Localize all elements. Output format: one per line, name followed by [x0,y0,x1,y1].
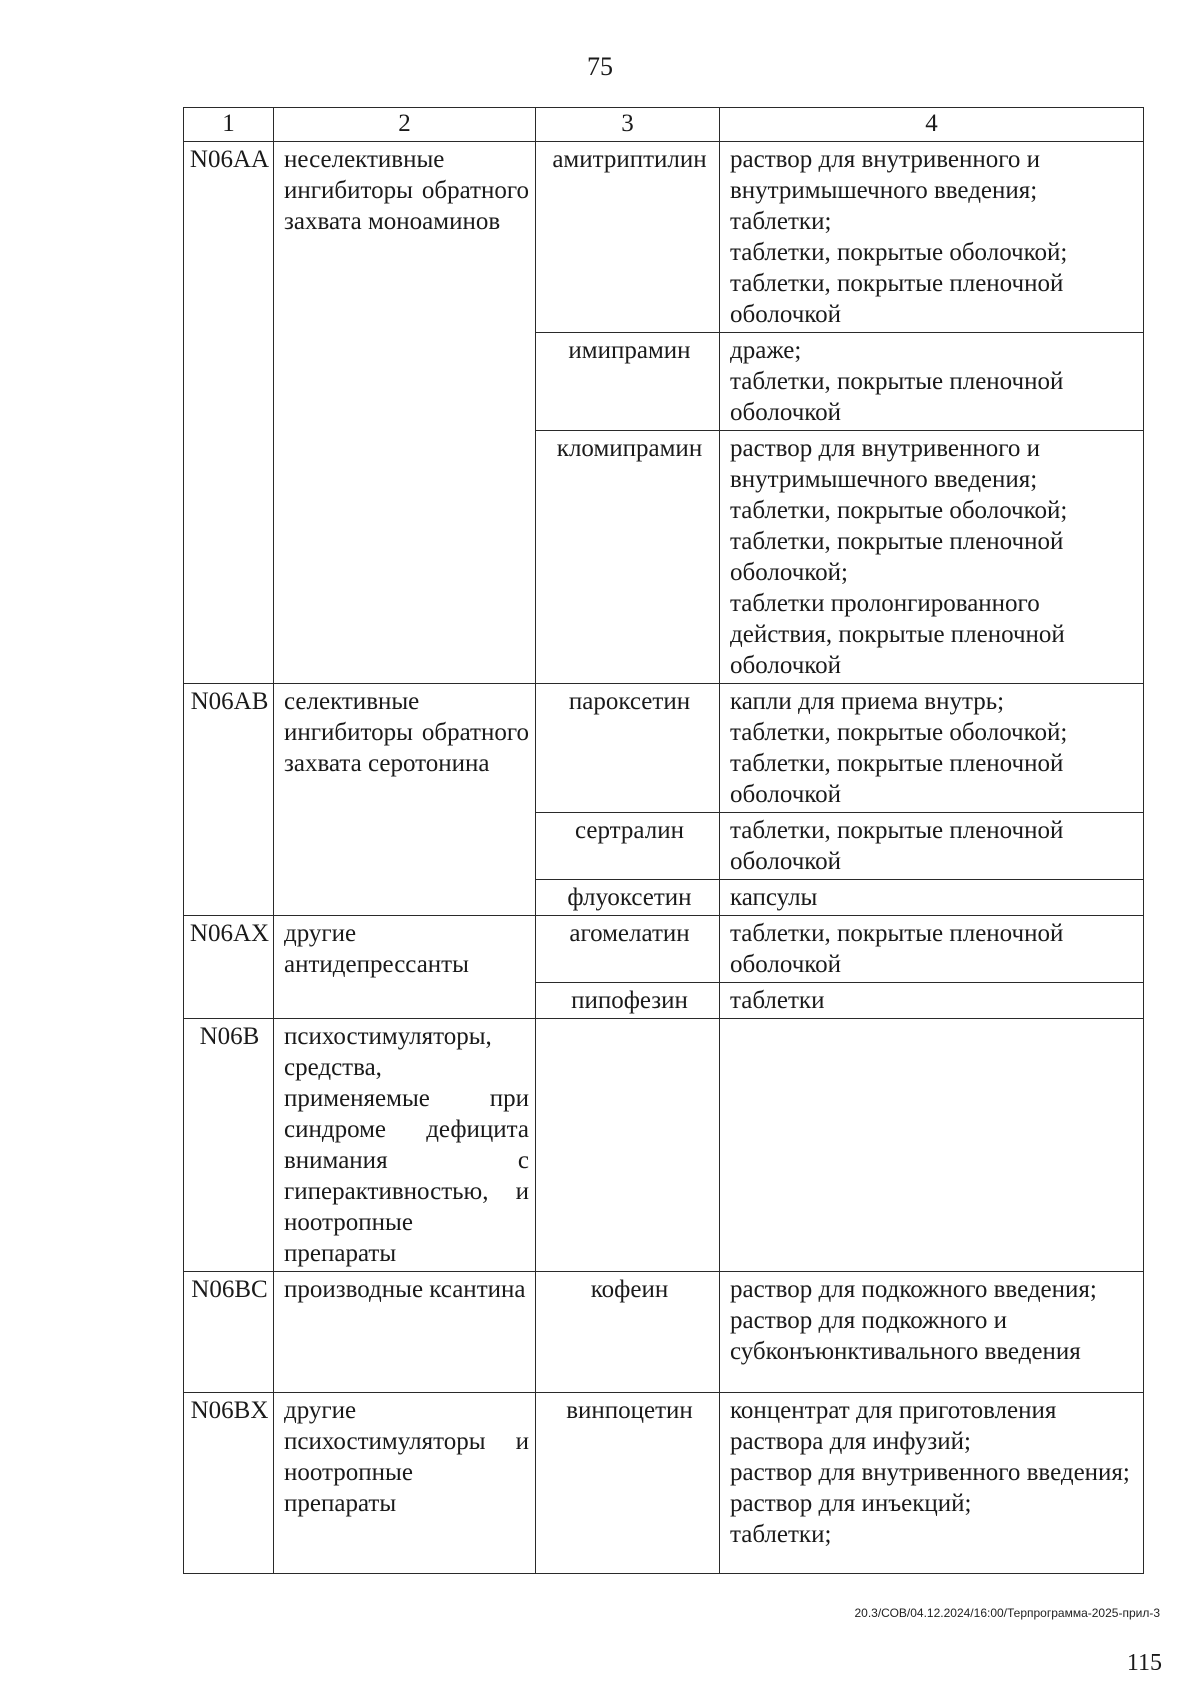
table-row [184,684,1144,813]
dosage-forms [720,1393,1144,1574]
drug-name: пароксетин [536,684,720,813]
table-row [184,916,1144,983]
dosage-form: таблетки, покрытые пленочной оболочкой; [730,528,1064,586]
dosage-form: раствор для инъекций; [730,1490,972,1517]
dosage-form: таблетки; [730,208,832,235]
atc-code: N06BC [184,1272,274,1393]
table-row [184,142,1144,333]
drug-name: имипрамин [536,333,720,431]
page-number: 75 [587,52,613,81]
drug-name: кломипрамин [536,431,720,684]
group-name: психостимуляторы, средства, применяемые при синдроме дефицита внимания с гиперактивностью, и ноотропные препараты [274,1019,536,1272]
group-name: другие антидепрессанты [274,916,536,1019]
dosage-form: раствор для подкожного и субконъюнктивального введения [730,1307,1081,1365]
dosage-form: таблетки, покрытые пленочной оболочкой [730,368,1064,426]
group-name: селективные ингибиторы обратного захвата серотонина [274,684,536,916]
group-name: производные ксантина [274,1272,536,1393]
drug-name-empty [536,1019,720,1272]
drug-name: амитриптилин [536,142,720,333]
drug-name: агомелатин [536,916,720,983]
dosage-forms [720,916,1144,983]
header-col-4: 4 [720,108,1144,142]
atc-code: N06B [184,1019,274,1272]
dosage-forms [720,333,1144,431]
dosage-forms [720,983,1144,1019]
drug-name: винпоцетин [536,1393,720,1574]
header-col-3: 3 [536,108,720,142]
dosage-form: таблетки, покрытые оболочкой; [730,239,1068,266]
atc-code: N06AX [184,916,274,1019]
dosage-form: таблетки, покрытые пленочной оболочкой [730,920,1064,978]
dosage-forms [720,813,1144,880]
table-header-row [184,108,1144,142]
table-row [184,1393,1144,1574]
dosage-forms [720,880,1144,916]
dosage-form: раствор для внутривенного и внутримышечного введения; [730,435,1041,493]
footer-page-number: 115 [1126,1650,1162,1676]
dosage-form: капсулы [730,884,818,911]
dosage-form: раствор для подкожного введения; [730,1276,1097,1303]
drug-table [183,107,1144,1574]
dosage-forms [720,684,1144,813]
drug-name: сертралин [536,813,720,880]
dosage-forms-empty [720,1019,1144,1272]
dosage-form: капли для приема внутрь; [730,688,1005,715]
atc-code: N06BX [184,1393,274,1574]
group-name: другие психостимуляторы и ноотропные препараты [274,1393,536,1574]
dosage-form: таблетки, покрытые пленочной оболочкой [730,750,1064,808]
dosage-form: таблетки; [730,1521,832,1548]
dosage-form: таблетки, покрытые пленочной оболочкой [730,270,1064,328]
document-code: 20.3/СОВ/04.12.2024/16:00/Терпрограмма-2025-прил-3 [854,1606,1160,1620]
dosage-form: таблетки, покрытые оболочкой; [730,497,1068,524]
drug-name: флуоксетин [536,880,720,916]
group-name: неселективные ингибиторы обратного захвата моноаминов [274,142,536,684]
dosage-form: таблетки пролонгированного действия, покрытые пленочной оболочкой [730,590,1065,679]
header-col-2: 2 [274,108,536,142]
dosage-form: концентрат для приготовления раствора для инфузий; [730,1397,1057,1455]
dosage-form: таблетки, покрытые оболочкой; [730,719,1068,746]
atc-code: N06AA [184,142,274,684]
dosage-form: таблетки, покрытые пленочной оболочкой [730,817,1064,875]
dosage-forms [720,142,1144,333]
drug-name: пипофезин [536,983,720,1019]
dosage-forms [720,1272,1144,1393]
atc-code: N06AB [184,684,274,916]
dosage-form: раствор для внутривенного введения; [730,1459,1130,1486]
drug-name: кофеин [536,1272,720,1393]
table-row [184,1019,1144,1272]
dosage-form: таблетки [730,987,825,1014]
dosage-form: раствор для внутривенного и внутримышечного введения; [730,146,1041,204]
header-col-1: 1 [184,108,274,142]
dosage-form: драже; [730,337,802,364]
table-row [184,1272,1144,1393]
dosage-forms [720,431,1144,684]
